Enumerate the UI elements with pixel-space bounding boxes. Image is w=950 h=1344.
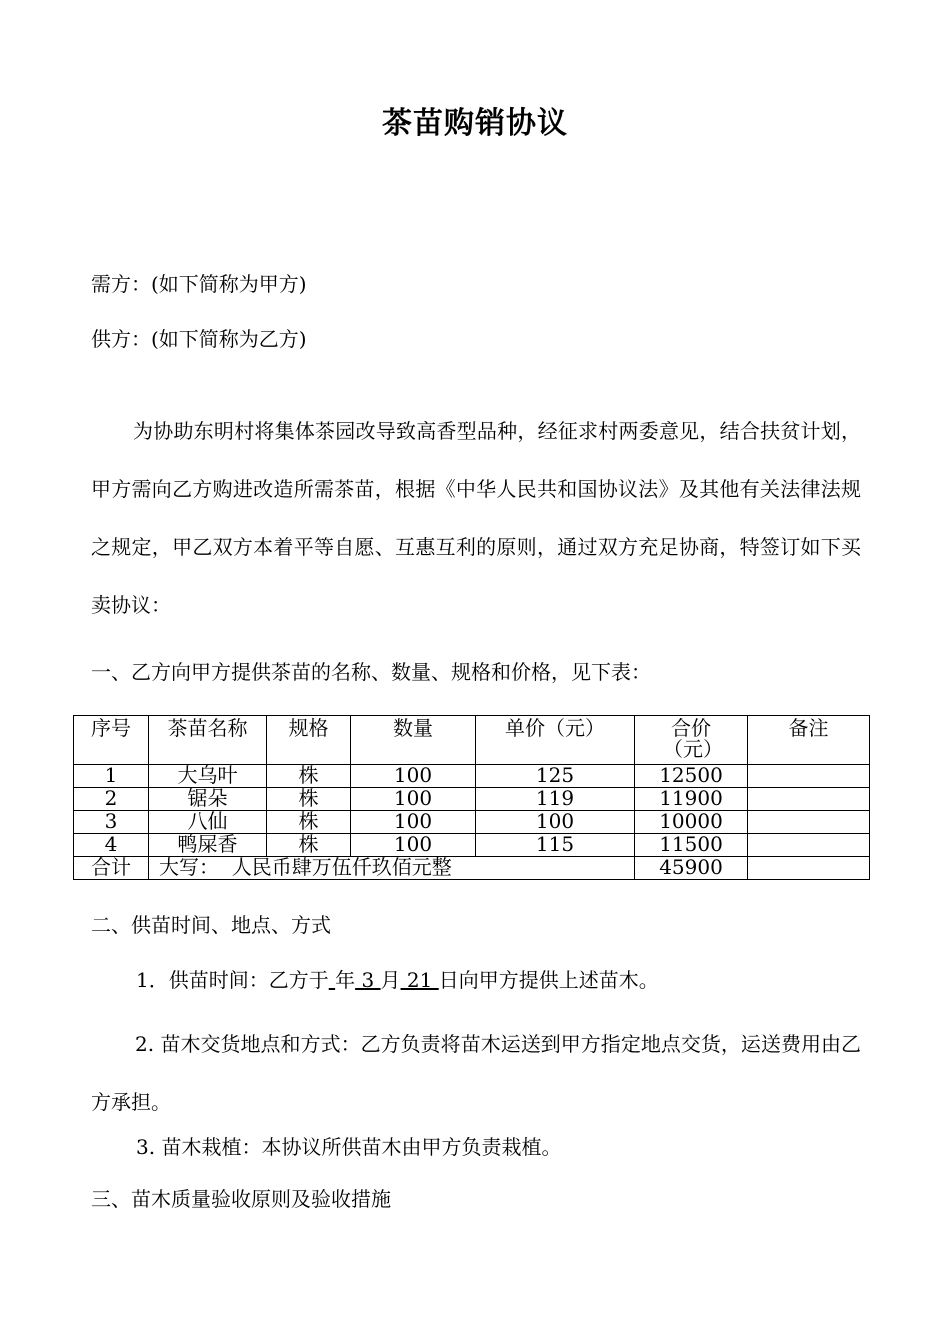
supply-time-prefix: 1．供苗时间：乙方于 <box>136 968 329 992</box>
day-value: 21 <box>400 968 439 992</box>
table-header-row <box>74 716 870 765</box>
cell-note <box>748 811 870 834</box>
cell-unit-price: 100 <box>476 811 635 834</box>
document-title: 茶苗购销协议 <box>382 106 568 141</box>
table-row <box>74 834 870 857</box>
cell-name: 八仙 <box>149 811 267 834</box>
buyer-line: 需方：(如下简称为甲方) <box>91 272 307 296</box>
header-total-price: 合价（元） <box>635 716 748 765</box>
seedling-price-table <box>73 715 870 880</box>
cell-sum-label: 合计 <box>74 857 149 880</box>
cell-qty: 100 <box>351 788 476 811</box>
cell-no: 1 <box>74 765 149 788</box>
cell-name: 锯朵 <box>149 788 267 811</box>
cell-total: 12500 <box>635 765 748 788</box>
cell-note <box>748 788 870 811</box>
month-label: 月 <box>380 968 401 992</box>
header-qty: 数量 <box>351 716 476 765</box>
cell-spec: 株 <box>267 811 351 834</box>
seller-line: 供方：(如下简称为乙方) <box>91 327 307 351</box>
cell-no: 4 <box>74 834 149 857</box>
header-no: 序号 <box>74 716 149 765</box>
cell-spec: 株 <box>267 788 351 811</box>
cell-total: 11500 <box>635 834 748 857</box>
cell-name: 大乌叶 <box>149 765 267 788</box>
cell-no: 3 <box>74 811 149 834</box>
cell-sum-total: 45900 <box>635 857 748 880</box>
header-name: 茶苗名称 <box>149 716 267 765</box>
cell-total: 11900 <box>635 788 748 811</box>
year-label: 年 <box>335 968 356 992</box>
cell-unit-price: 115 <box>476 834 635 857</box>
header-unit-price: 单价（元） <box>476 716 635 765</box>
header-note: 备注 <box>748 716 870 765</box>
cell-unit-price: 119 <box>476 788 635 811</box>
cell-spec: 株 <box>267 834 351 857</box>
supply-time-suffix: 日向甲方提供上述苗木。 <box>438 968 659 992</box>
planting-clause: 3. 苗木栽植：本协议所供苗木由甲方负责栽植。 <box>136 1135 562 1159</box>
cell-total: 10000 <box>635 811 748 834</box>
header-spec: 规格 <box>267 716 351 765</box>
table-row <box>74 788 870 811</box>
table-sum-row <box>74 857 870 880</box>
section-2-heading: 二、供苗时间、地点、方式 <box>91 913 331 937</box>
cell-qty: 100 <box>351 765 476 788</box>
cell-no: 2 <box>74 788 149 811</box>
cell-spec: 株 <box>267 765 351 788</box>
cell-note <box>748 765 870 788</box>
cell-sum-in-words: 大写： 人民币肆万伍仟玖佰元整 <box>149 857 635 880</box>
table-row <box>74 811 870 834</box>
cell-unit-price: 125 <box>476 765 635 788</box>
table-row <box>74 765 870 788</box>
section-1-heading: 一、乙方向甲方提供茶苗的名称、数量、规格和价格，见下表： <box>91 660 651 684</box>
cell-sum-note <box>748 857 870 880</box>
cell-qty: 100 <box>351 811 476 834</box>
cell-name: 鸭屎香 <box>149 834 267 857</box>
intro-paragraph: 为协助东明村将集体茶园改导致高香型品种，经征求村两委意见，结合扶贫计划，甲方需向乙方购进改造所需茶苗，根据《中华人民共和国协议法》及其他有关法律法规之规定，甲乙双方本着平等自愿、互惠互利的原则，通过双方充足协商，特签订如下买卖协议： <box>91 419 861 617</box>
delivery-clause: 2. 苗木交货地点和方式：乙方负责将苗木运送到甲方指定地点交货，运送费用由乙方承担。 <box>91 1032 861 1114</box>
cell-note <box>748 834 870 857</box>
month-value: 3 <box>355 968 381 992</box>
section-3-heading: 三、苗木质量验收原则及验收措施 <box>91 1187 391 1211</box>
cell-qty: 100 <box>351 834 476 857</box>
supply-time-clause <box>136 966 659 994</box>
